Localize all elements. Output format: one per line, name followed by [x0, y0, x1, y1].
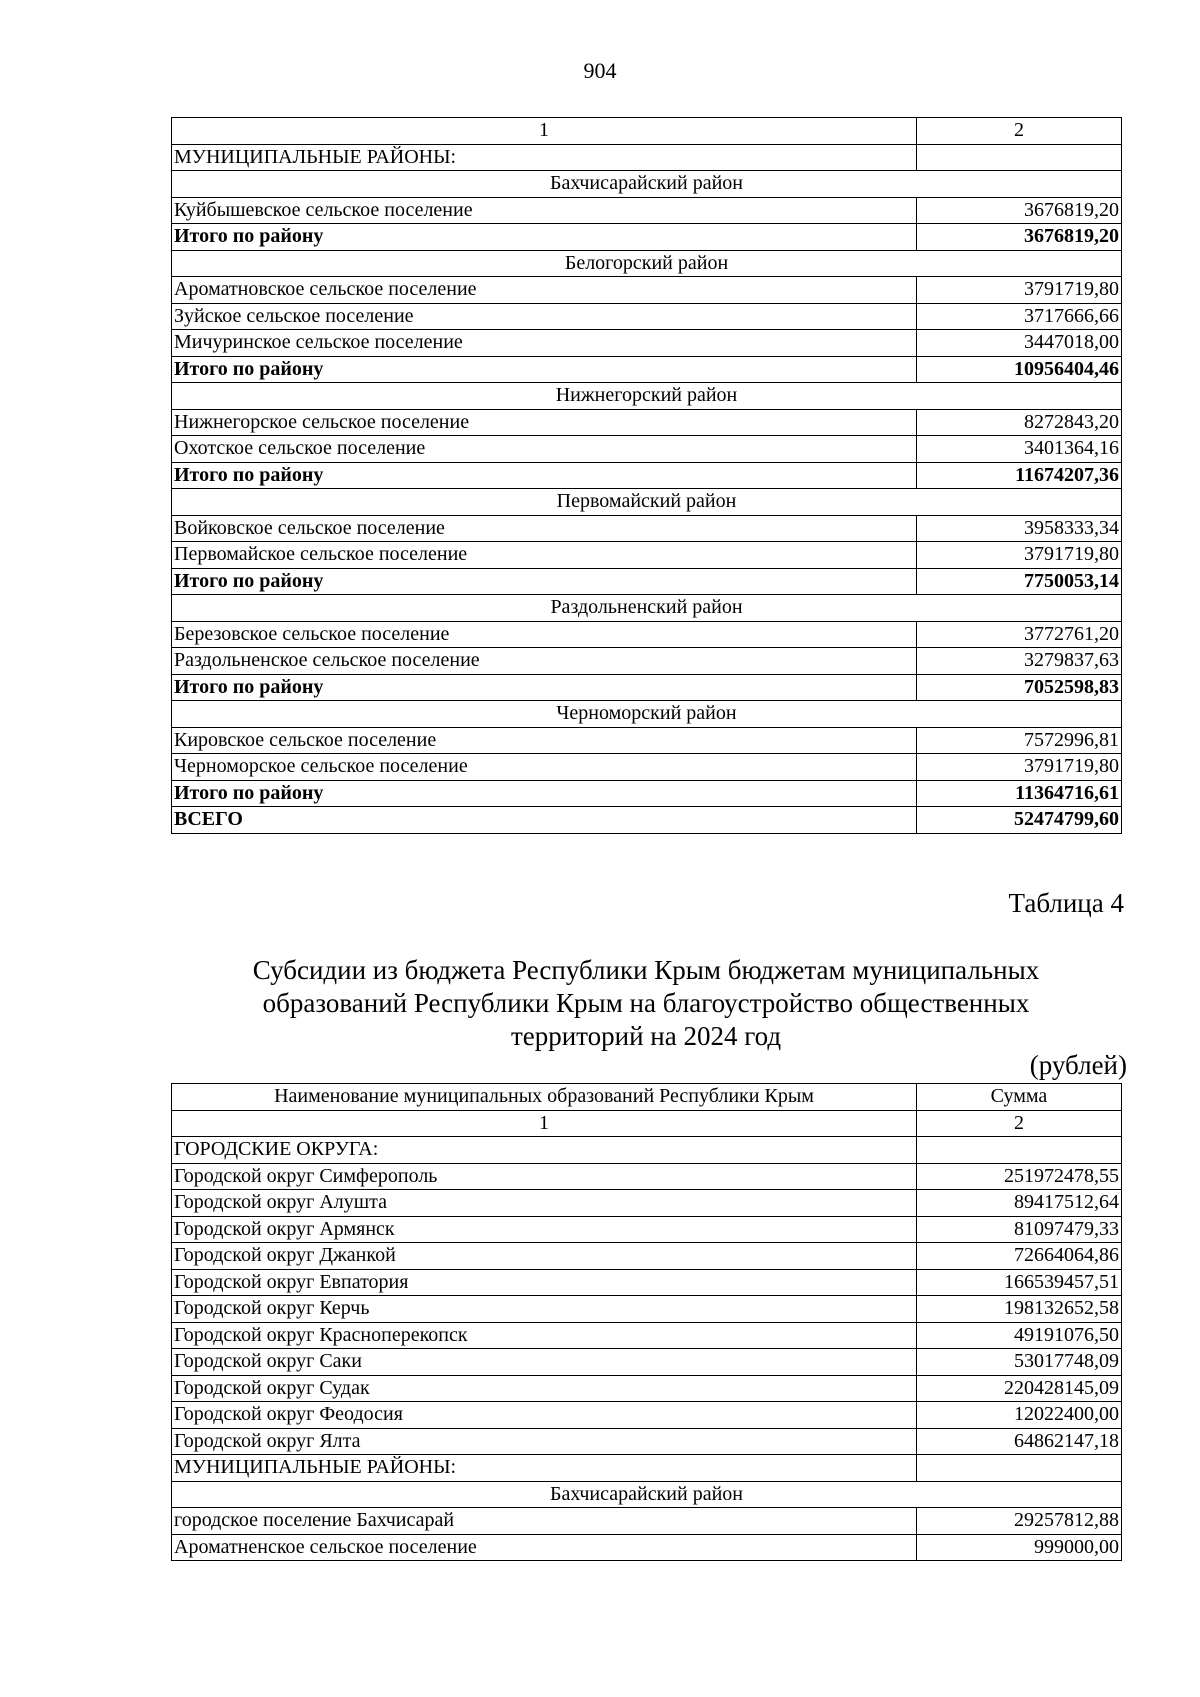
page-number: 904: [583, 58, 617, 83]
row-name: Ароматненское сельское поселение: [172, 1534, 917, 1561]
row-value: 10956404,46: [917, 356, 1122, 383]
row-name: Итого по району: [172, 568, 917, 595]
row-value: 3676819,20: [917, 197, 1122, 224]
table-row: [172, 515, 1122, 542]
row-name: Городской округ Ялта: [172, 1428, 917, 1455]
row-value: 251972478,55: [917, 1163, 1122, 1190]
district-header-row: [172, 489, 1122, 516]
table-4: [171, 1083, 1122, 1561]
total-row: [172, 224, 1122, 251]
district-header-row: [172, 701, 1122, 728]
row-name: Городской округ Судак: [172, 1375, 917, 1402]
row-value: 166539457,51: [917, 1269, 1122, 1296]
row-name: Березовское сельское поселение: [172, 621, 917, 648]
row-value: 7052598,83: [917, 674, 1122, 701]
units-label: (рублей): [1029, 1050, 1127, 1080]
table-row: [172, 1190, 1122, 1217]
row-value: 89417512,64: [917, 1190, 1122, 1217]
row-name: Итого по району: [172, 356, 917, 383]
row-name: Раздольненское сельское поселение: [172, 648, 917, 675]
row-name: Нижнегорское сельское поселение: [172, 409, 917, 436]
table-row: [172, 1508, 1122, 1535]
district-name: Бахчисарайский район: [172, 1481, 1122, 1508]
row-name: Городской округ Алушта: [172, 1190, 917, 1217]
table-row: [172, 1296, 1122, 1323]
row-value: 7572996,81: [917, 727, 1122, 754]
row-name: Городской округ Армянск: [172, 1216, 917, 1243]
row-value: 53017748,09: [917, 1349, 1122, 1376]
table-row: [172, 727, 1122, 754]
row-value: 999000,00: [917, 1534, 1122, 1561]
row-name: ВСЕГО: [172, 807, 917, 834]
row-value: 72664064,86: [917, 1243, 1122, 1270]
total-row: [172, 807, 1122, 834]
row-name: Итого по району: [172, 224, 917, 251]
table-row: [172, 1269, 1122, 1296]
column-number-1: 1: [172, 1110, 917, 1137]
row-value: 64862147,18: [917, 1428, 1122, 1455]
table-row: [172, 621, 1122, 648]
row-name: МУНИЦИПАЛЬНЫЕ РАЙОНЫ:: [172, 144, 917, 171]
table-row: [172, 1163, 1122, 1190]
row-value: 7750053,14: [917, 568, 1122, 595]
row-value: 11674207,36: [917, 462, 1122, 489]
row-name: Итого по району: [172, 780, 917, 807]
table-row: [172, 754, 1122, 781]
total-row: [172, 462, 1122, 489]
district-header-row: [172, 595, 1122, 622]
district-name: Черноморский район: [172, 701, 1122, 728]
table-row: [172, 1322, 1122, 1349]
row-value: [917, 1137, 1122, 1164]
row-value: [917, 144, 1122, 171]
group-header-row: [172, 1137, 1122, 1164]
row-value: 81097479,33: [917, 1216, 1122, 1243]
row-name: Мичуринское сельское поселение: [172, 330, 917, 357]
row-value: 8272843,20: [917, 409, 1122, 436]
total-row: [172, 674, 1122, 701]
group-header-row: [172, 1455, 1122, 1482]
district-name: Бахчисарайский район: [172, 171, 1122, 198]
district-header-row: [172, 250, 1122, 277]
table-title-line: Субсидии из бюджета Республики Крым бюджетам муниципальных: [252, 955, 1040, 985]
row-value: 29257812,88: [917, 1508, 1122, 1535]
column-number-2: 2: [917, 1110, 1122, 1137]
row-name: Городской округ Керчь: [172, 1296, 917, 1323]
row-value: 3791719,80: [917, 754, 1122, 781]
table-row: [172, 436, 1122, 463]
table-title-line: образований Республики Крым на благоустройство общественных: [262, 988, 1030, 1018]
total-row: [172, 780, 1122, 807]
row-value: 3676819,20: [917, 224, 1122, 251]
district-header-row: [172, 383, 1122, 410]
column-number-row: [172, 118, 1122, 145]
row-value: 3772761,20: [917, 621, 1122, 648]
row-name: Городской округ Евпатория: [172, 1269, 917, 1296]
row-value: [917, 1455, 1122, 1482]
district-name: Нижнегорский район: [172, 383, 1122, 410]
row-value: 52474799,60: [917, 807, 1122, 834]
row-name: Куйбышевское сельское поселение: [172, 197, 917, 224]
row-value: 198132652,58: [917, 1296, 1122, 1323]
row-name: городское поселение Бахчисарай: [172, 1508, 917, 1535]
column-title-row: [172, 1084, 1122, 1111]
table-row: [172, 1534, 1122, 1561]
column-number-1: 1: [172, 118, 917, 145]
row-name: ГОРОДСКИЕ ОКРУГА:: [172, 1137, 917, 1164]
table-row: [172, 542, 1122, 569]
total-row: [172, 568, 1122, 595]
row-name: Черноморское сельское поселение: [172, 754, 917, 781]
table-label: Таблица 4: [1008, 888, 1124, 918]
district-name: Белогорский район: [172, 250, 1122, 277]
table-row: [172, 1428, 1122, 1455]
row-name: Городской округ Саки: [172, 1349, 917, 1376]
table-row: [172, 409, 1122, 436]
district-header-row: [172, 171, 1122, 198]
table-title: [171, 954, 1121, 1053]
continued-subsidy-table: [171, 117, 1122, 834]
continued-table-body: [172, 118, 1122, 834]
row-value: 11364716,61: [917, 780, 1122, 807]
table-row: [172, 1375, 1122, 1402]
district-header-row: [172, 1481, 1122, 1508]
row-name: Ароматновское сельское поселение: [172, 277, 917, 304]
district-name: Первомайский район: [172, 489, 1122, 516]
column-number-row: [172, 1110, 1122, 1137]
row-name: Итого по району: [172, 462, 917, 489]
table-row: [172, 197, 1122, 224]
row-value: 3791719,80: [917, 542, 1122, 569]
row-value: 220428145,09: [917, 1375, 1122, 1402]
table-row: [172, 1243, 1122, 1270]
table-title-line: территорий на 2024 год: [510, 1021, 782, 1051]
table-4-body: [172, 1084, 1122, 1561]
column-number-2: 2: [917, 118, 1122, 145]
table-row: [172, 1216, 1122, 1243]
total-row: [172, 356, 1122, 383]
row-name: Первомайское сельское поселение: [172, 542, 917, 569]
row-name: МУНИЦИПАЛЬНЫЕ РАЙОНЫ:: [172, 1455, 917, 1482]
district-name: Раздольненский район: [172, 595, 1122, 622]
column-title-name: Наименование муниципальных образований Республики Крым: [172, 1084, 917, 1111]
row-name: Городской округ Феодосия: [172, 1402, 917, 1429]
row-name: Итого по району: [172, 674, 917, 701]
row-name: Городской округ Красноперекопск: [172, 1322, 917, 1349]
row-name: Городской округ Симферополь: [172, 1163, 917, 1190]
table-row: [172, 1349, 1122, 1376]
row-name: Кировское сельское поселение: [172, 727, 917, 754]
table-row: [172, 1402, 1122, 1429]
row-value: 3401364,16: [917, 436, 1122, 463]
row-value: 3279837,63: [917, 648, 1122, 675]
row-value: 49191076,50: [917, 1322, 1122, 1349]
row-name: Охотское сельское поселение: [172, 436, 917, 463]
row-value: 3447018,00: [917, 330, 1122, 357]
row-value: 3958333,34: [917, 515, 1122, 542]
row-value: 12022400,00: [917, 1402, 1122, 1429]
row-name: Зуйское сельское поселение: [172, 303, 917, 330]
row-value: 3717666,66: [917, 303, 1122, 330]
row-name: Войковское сельское поселение: [172, 515, 917, 542]
table-row: [172, 303, 1122, 330]
column-title-sum: Сумма: [917, 1084, 1122, 1111]
table-row: [172, 648, 1122, 675]
row-value: 3791719,80: [917, 277, 1122, 304]
row-name: Городской округ Джанкой: [172, 1243, 917, 1270]
table-row: [172, 277, 1122, 304]
group-header-row: [172, 144, 1122, 171]
table-row: [172, 330, 1122, 357]
